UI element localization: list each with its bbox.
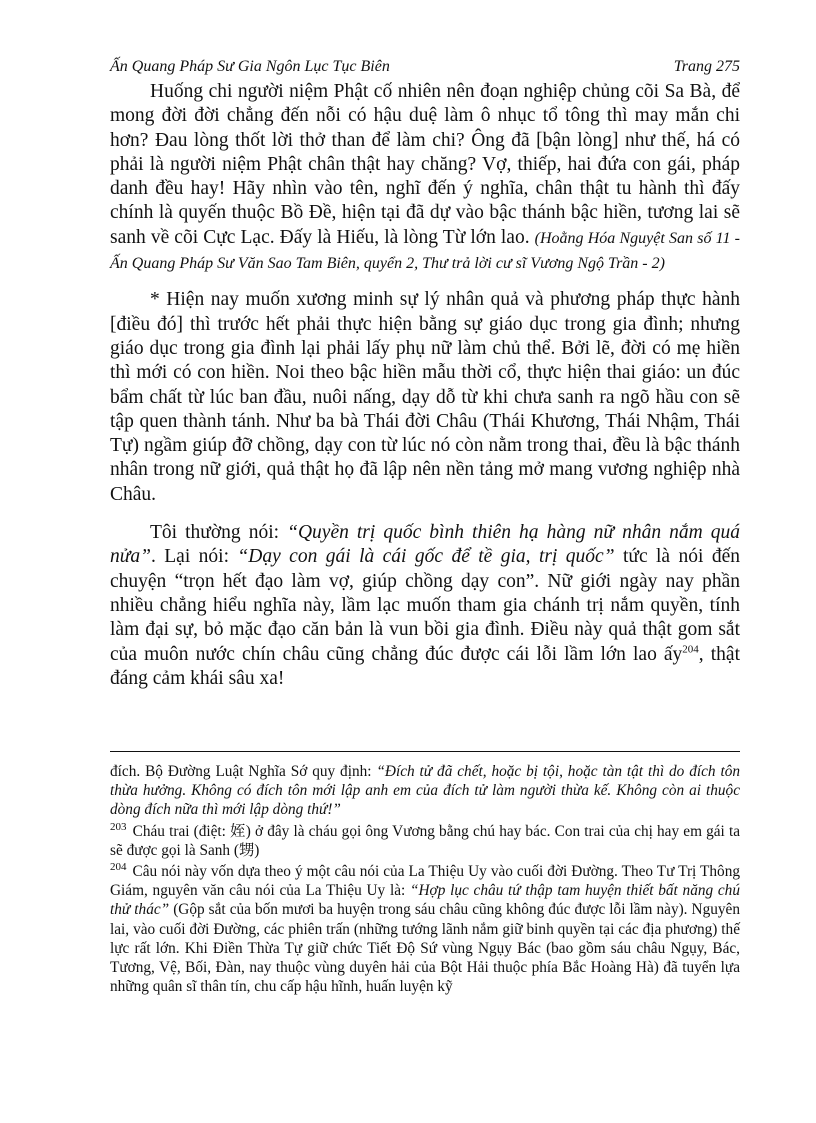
paragraph-2 xyxy=(110,288,740,507)
paragraph-3-quote-2: “Dạy con gái là cái gốc để tề gia, trị quốc” xyxy=(237,546,615,568)
footnote-203-chinese-char-1: 姪 xyxy=(230,822,246,840)
header-page-number: Trang 275 xyxy=(673,58,740,75)
footnote-204-text-b: (Gộp sắt của bốn mươi ba huyện trong sáu châu cũng không đúc được lỗi lầm này). Nguyên lai, vào cuối đời Đường, các phiên trấn (những tướng lãnh nắm giữ binh quyền tại các địa phương) thế lực rất lớn. Khi Điền Thừa Tự giữ chức Tiết Độ Sứ vùng Ngụy Bác (bao gồm sáu châu Ngụy, Bác, Tương, Vệ, Bối, Đàn, nay thuộc vùng duyên hải của Bột Hải thuộc phía Bắc Hoàng Hà) đã tuyển lựa những quân sĩ thân tín, chu cấp hậu hĩnh, huấn luyện kỹ xyxy=(110,901,740,996)
header-book-title: Ấn Quang Pháp Sư Gia Ngôn Lục Tục Biên xyxy=(110,58,390,75)
document-page xyxy=(110,56,741,996)
footnote-203-chinese-char-2: 甥 xyxy=(238,841,255,859)
paragraph-1 xyxy=(110,80,740,276)
running-header xyxy=(110,56,740,80)
footnote-divider xyxy=(110,751,740,752)
paragraph-3-rest: tức là nói đến chuyện “trọn hết đạo làm vợ, giúp chồng dạy con”. Nữ giới ngày nay phần nhiều chẳng hiểu nghĩa này, lầm lạc muốn tham gia chánh trị nắm quyền, tính làm đại sự, bỏ mặc đạo căn bản là vun bồi gia đình. Điều này quả thật gom sắt của muôn nước chín châu cũng chẳng đúc được cái lỗi lầm lớn lao ấy xyxy=(110,546,740,665)
footnote-continuation-intro: đích. Bộ Đường Luật Nghĩa Sớ quy định: xyxy=(110,763,377,780)
footnote-203-text-c: ) xyxy=(254,841,260,859)
footnote-203 xyxy=(110,822,740,860)
footnote-continuation xyxy=(110,762,740,820)
paragraph-1-text: Huống chi người niệm Phật cố nhiên nên đoạn nghiệp chủng cõi Sa Bà, để mong đời đời chẳng đến nỗi có hậu duệ làm ô nhục tổ tông thì may mắn chi hơn? Đau lòng thốt lời thở than để làm chi? Ông đã [bận lòng] như thế, há có phải là người niệm Phật chân thật hay chăng? Vợ, thiếp, hai đứa con gái, pháp danh đều hay! Hãy nhìn vào tên, nghĩ đến ý nghĩa, chân thật tu hành thì đấy chính là quyến thuộc Bồ Đề, hiện tại đã dự vào bậc thánh bậc hiền, tương lai sẽ sanh về cõi Cực Lạc. Đấy là Hiếu, là lòng Từ lớn lao. xyxy=(110,81,740,248)
footnotes-section xyxy=(110,762,740,998)
footnote-reference-204[interactable]: 204 xyxy=(682,643,699,656)
footnote-204 xyxy=(110,862,740,996)
footnote-203-text-a: Cháu trai (điệt: xyxy=(128,822,231,840)
paragraph-2-text: * Hiện nay muốn xương minh sự lý nhân quả và phương pháp thực hành [điều đó] thì trước hết phải thực hiện bằng sự giáo dục trong gia đình; nhưng giáo dục trong gia đình lại phải lấy phụ nữ làm chủ thể. Bởi lẽ, đời có mẹ hiền thì mới có con hiền. Noi theo bậc hiền mẫu thời cổ, thực hiện thai giáo: un đúc bẩm chất từ lúc ban đầu, nuôi nấng, dạy dỗ từ khi chưa sanh ra ngõ hầu con sẽ tập quen thành tánh. Như ba bà Thái đời Châu (Thái Khương, Thái Nhậm, Thái Tự) ngầm giúp đỡ chồng, dạy con từ lúc nó còn nằm trong thai, đều là bậc thánh nhân trong nữ giới, quả thật họ đã lập nên nền tảng mở mang vương nghiệp nhà Châu. xyxy=(110,289,740,505)
footnote-203-text-b: ) ở đây là cháu gọi ông Vương bằng chú hay bác. Con trai của chị hay em gái ta sẽ được gọi là Sanh ( xyxy=(110,822,740,859)
paragraph-3-quote-1: “Quyền trị quốc bình thiên hạ hàng nữ nhân nắm quá nửa” xyxy=(110,522,740,568)
paragraph-1-citation: (Hoằng Hóa Nguyệt San số 11 - Ấn Quang Pháp Sư Văn Sao Tam Biên, quyển 2, Thư trả lời cư sĩ Vương Ngộ Trần - 2) xyxy=(110,229,741,273)
paragraph-3-intro: Tôi thường nói: xyxy=(150,522,288,544)
paragraph-3-end: , thật đáng cảm khái sâu xa! xyxy=(110,643,740,689)
paragraph-3-mid: . Lại nói: xyxy=(150,546,238,568)
footnote-204-text-a: Câu nói này vốn dựa theo ý một câu nói của La Thiệu Uy vào cuối đời Đường. Theo Tư Trị Thông Giám, nguyên văn câu nói của La Thiệu Uy là: xyxy=(110,863,740,900)
footnote-204-number: 204 xyxy=(110,860,127,873)
footnote-203-number: 203 xyxy=(110,820,127,833)
footnote-204-quote: “Hợp lục châu tứ thập tam huyện thiết bất năng chú thử thác” xyxy=(110,882,740,919)
footnote-continuation-quote: “Đích tử đã chết, hoặc bị tội, hoặc tàn tật thì do đích tôn thừa hưởng. Không có đích tôn mới lập anh em của đích tử làm người thừa kế. Không còn ai thuộc dòng đích nữa thì mới lập dòng thứ!” xyxy=(110,763,741,819)
paragraph-3 xyxy=(110,521,740,691)
